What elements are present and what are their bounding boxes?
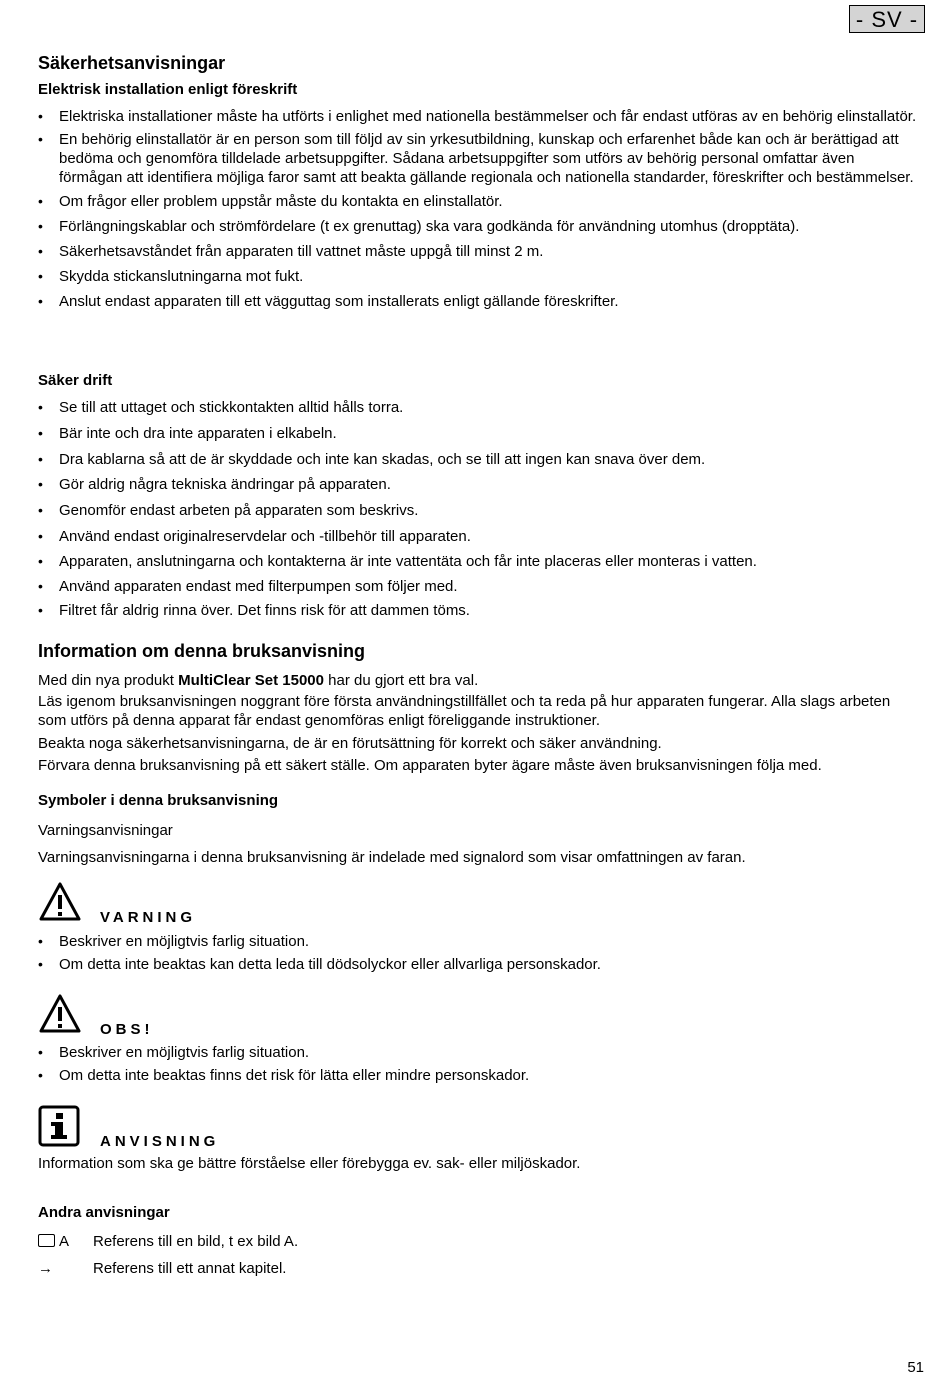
- list-item: • Apparaten, anslutningarna och kontakterna är inte vattentäta och får inte placeras eller monteras i vatten.: [38, 552, 922, 571]
- warnings-intro: Varningsanvisningarna i denna bruksanvisning är indelade med signalord som visar omfattningen av faran.: [38, 849, 746, 866]
- page-number: 51: [907, 1359, 924, 1376]
- list-item: • Skydda stickanslutningarna mot fukt.: [38, 267, 922, 286]
- figure-ref-text: Referens till en bild, t ex bild A.: [93, 1233, 299, 1250]
- list-item: • Anslut endast apparaten till ett vägguttag som installerats enligt gällande föreskrifter.: [38, 292, 922, 311]
- list-item: • Om detta inte beaktas kan detta leda till dödsolyckor eller allvarliga personskador.: [38, 955, 922, 974]
- info-intro: [38, 671, 922, 690]
- arrow-right-icon: →: [38, 1260, 53, 1277]
- notice-text: Information som ska ge bättre förståelse eller förebygga ev. sak- eller miljöskador.: [38, 1155, 581, 1172]
- info-title: Information om denna bruksanvisning: [38, 641, 366, 661]
- intro-suffix: har du gjort ett bra val.: [324, 672, 479, 689]
- list-item: • Filtret får aldrig rinna över. Det finns risk för att dammen töms.: [38, 601, 922, 620]
- warning-label: VARNING: [100, 909, 197, 926]
- list-item: • Se till att uttaget och stickkontakten alltid hålls torra.: [38, 398, 922, 417]
- operation-bullet-list: [38, 398, 922, 620]
- list-item: • Beskriver en möjligtvis farlig situation.: [38, 1043, 922, 1062]
- other-subtitle: Andra anvisningar: [38, 1204, 170, 1221]
- warning-triangle-icon: [38, 881, 82, 928]
- language-tag: - SV -: [849, 5, 925, 33]
- operation-subtitle: Säker drift: [38, 372, 113, 389]
- list-item: • Säkerhetsavståndet från apparaten till vattnet måste uppgå till minst 2 m.: [38, 242, 922, 261]
- electrical-bullet-list: [38, 107, 922, 311]
- info-paragraph: Beakta noga säkerhetsanvisningarna, de är en förutsättning för korrekt och säker användning.: [38, 735, 662, 752]
- caution-bullet-list: [38, 1043, 922, 1085]
- list-item: • Använd apparaten endast med filterpumpen som följer med.: [38, 577, 922, 596]
- list-item: • Förlängningskablar och strömfördelare (t ex grenuttag) ska vara godkända för användning utomhus (dropptäta).: [38, 217, 922, 236]
- info-paragraph: Läs igenom bruksanvisningen noggrant före första användningstillfället och ta reda på hur apparaten fungerar. Alla slags arbeten som utförs på denna apparat får endast genomföras enligt föreliggande instruktioner.: [38, 693, 891, 729]
- symbols-title: Symboler i denna bruksanvisning: [38, 792, 279, 809]
- list-item: • Elektriska installationer måste ha utförts i enlighet med nationella bestämmelser och får endast utföras av en behörig elinstallatör.: [38, 107, 922, 126]
- figure-ref-symbol: [38, 1232, 88, 1251]
- list-item: • Använd endast originalreservdelar och -tillbehör till apparaten.: [38, 527, 922, 546]
- warning-bullet-list: [38, 932, 922, 974]
- list-item: • Beskriver en möjligtvis farlig situation.: [38, 932, 922, 951]
- list-item: • En behörig elinstallatör är en person som till följd av sin yrkesutbildning, kunskap och erfarenhet både kan och är berättigad att bedöma och genomföra tilldelade arbetsuppgifter. Sådana arbetsuppgifter som utförs av behörig personal omfattar även förmågan att identifiera möjliga faror samt att beakta gällande regionala och nationella standarder, föreskrifter och bestämmelser.: [38, 130, 922, 187]
- list-item: • Dra kablarna så att de är skyddade och inte kan skadas, och se till att ingen kan snava över dem.: [38, 450, 922, 469]
- figure-icon: [38, 1234, 55, 1247]
- notice-label: ANVISNING: [100, 1133, 220, 1150]
- info-paragraph: Förvara denna bruksanvisning på ett säkert ställe. Om apparaten byter ägare måste även bruksanvisningen följa med.: [38, 757, 822, 774]
- warnings-subtitle: Varningsanvisningar: [38, 822, 173, 839]
- info-icon: [38, 1105, 80, 1152]
- electrical-subtitle: Elektrisk installation enligt föreskrift: [38, 81, 298, 98]
- figure-ref-letter: A: [59, 1233, 70, 1250]
- safety-title: Säkerhetsanvisningar: [38, 53, 226, 73]
- list-item: • Om frågor eller problem uppstår måste du kontakta en elinstallatör.: [38, 192, 922, 211]
- caution-triangle-icon: [38, 993, 82, 1040]
- chapter-ref-text: Referens till ett annat kapitel.: [93, 1260, 287, 1277]
- product-name: MultiClear Set 15000: [178, 672, 324, 689]
- caution-label: OBS!: [100, 1021, 154, 1038]
- list-item: • Genomför endast arbeten på apparaten som beskrivs.: [38, 501, 922, 520]
- list-item: • Bär inte och dra inte apparaten i elkabeln.: [38, 424, 922, 443]
- intro-prefix: Med din nya produkt: [38, 672, 179, 689]
- list-item: • Om detta inte beaktas finns det risk för lätta eller mindre personskador.: [38, 1066, 922, 1085]
- list-item: • Gör aldrig några tekniska ändringar på apparaten.: [38, 475, 922, 494]
